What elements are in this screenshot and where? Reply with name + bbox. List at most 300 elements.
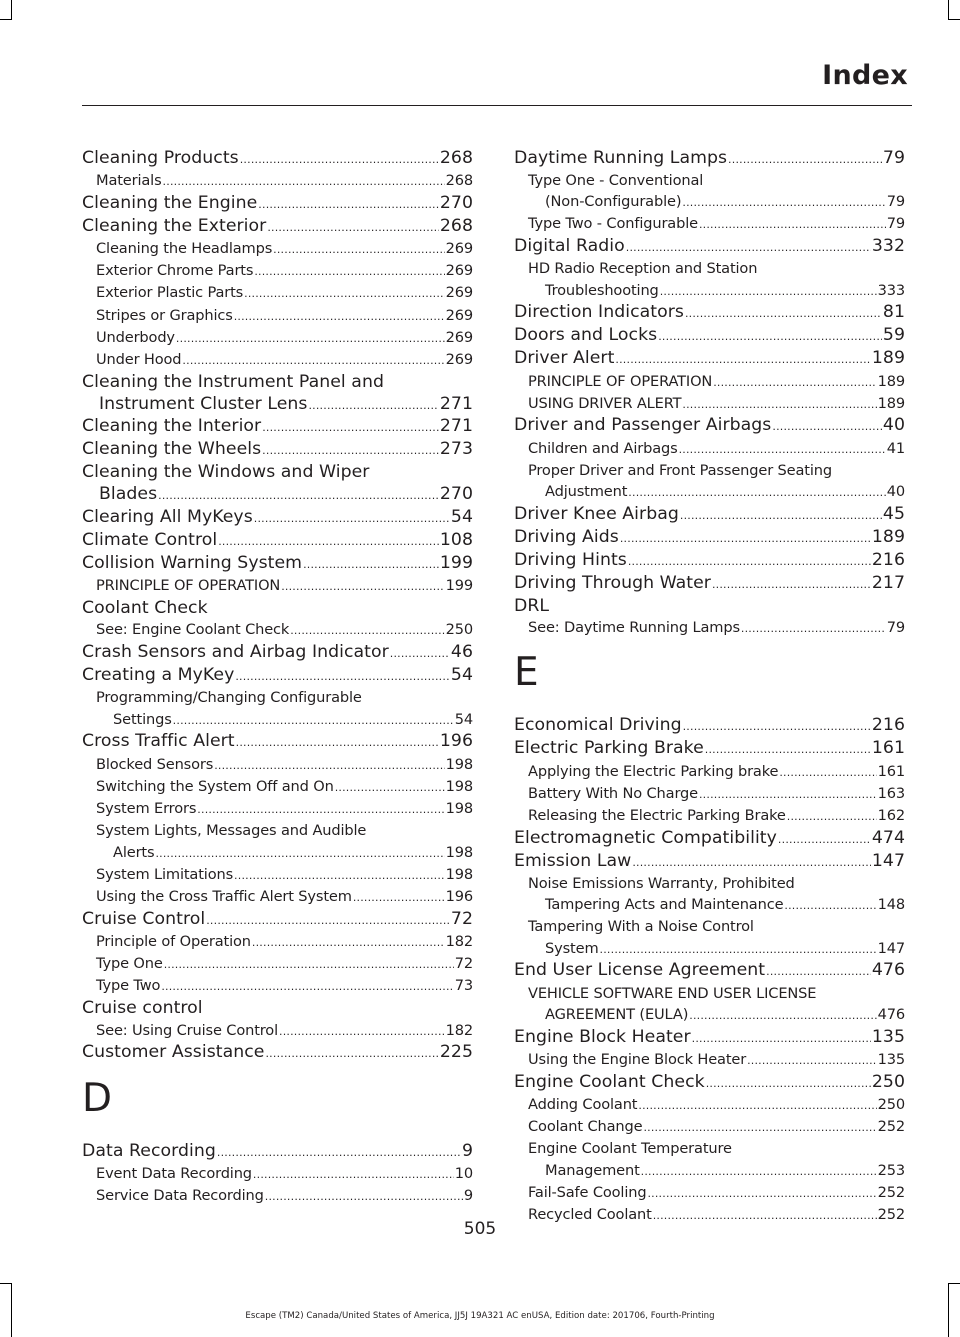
dot-leader: [699, 214, 886, 235]
page-ref: 54: [450, 665, 473, 686]
page-ref: 273: [439, 439, 473, 460]
entry-text: Driver and Passenger Airbags: [514, 415, 772, 436]
dot-leader: [778, 829, 871, 850]
page-ref: 252: [877, 1206, 905, 1224]
entry-text: Coolant Change: [528, 1118, 643, 1136]
entry-text: Children and Airbags: [528, 439, 678, 457]
page-ref: 182: [445, 933, 473, 951]
dot-leader: [262, 440, 439, 461]
index-subentry: [514, 1094, 905, 1116]
index-entry: [514, 960, 905, 982]
page-ref: 54: [454, 710, 473, 728]
dot-leader: [615, 349, 870, 370]
index-subentry: [514, 481, 905, 503]
entry-text: Collision Warning System: [82, 552, 303, 573]
index-subentry: [82, 170, 473, 192]
index-entry: [514, 527, 905, 549]
entry-text: Adding Coolant: [528, 1096, 638, 1114]
page-ref: 269: [445, 284, 473, 302]
entry-text: Engine Coolant Temperature: [528, 1140, 732, 1158]
index-entry: [82, 439, 473, 461]
page-ref: 189: [877, 394, 905, 412]
dot-leader: [706, 1073, 871, 1094]
dot-leader: [158, 485, 439, 506]
entry-text: Cruise control: [82, 998, 203, 1019]
index-subentry: [514, 280, 905, 302]
crop-mark: [948, 1283, 960, 1284]
index-subentry: [82, 305, 473, 327]
entry-text: (Non-Configurable): [545, 193, 682, 211]
dot-leader: [176, 328, 445, 349]
page-ref: 271: [439, 416, 473, 437]
page-ref: 54: [450, 507, 473, 528]
entry-text: Type One - Conventional: [528, 171, 704, 189]
index-entry: [82, 642, 473, 664]
page-ref: 72: [450, 908, 473, 929]
page-ref: 46: [450, 642, 473, 663]
entry-text: HD Radio Reception and Station: [528, 260, 758, 278]
dot-leader: [741, 618, 886, 639]
entry-text: Exterior Chrome Parts: [96, 262, 254, 280]
dot-leader: [234, 306, 445, 327]
dot-leader: [265, 1186, 463, 1207]
page-ref: 269: [445, 306, 473, 324]
index-entry: [82, 731, 473, 753]
page-ref: 270: [439, 484, 473, 505]
index-entry: [514, 1027, 905, 1049]
entry-text: Cruise Control: [82, 908, 206, 929]
index-subentry: [514, 460, 905, 481]
entry-text: Climate Control: [82, 529, 218, 550]
entry-text: Cleaning the Windows and Wiper: [82, 462, 370, 483]
page-ref: 9: [463, 1187, 473, 1205]
entry-text: Electromagnetic Compatibility: [514, 827, 777, 848]
dot-leader: [262, 417, 439, 438]
index-subentry: [514, 1049, 905, 1071]
page-ref: 161: [877, 762, 905, 780]
entry-text: Cleaning Products: [82, 147, 239, 168]
entry-text: Doors and Locks: [514, 325, 658, 346]
entry-text: Using the Engine Block Heater: [528, 1050, 747, 1068]
index-entry: [514, 596, 905, 617]
entry-text: Management: [545, 1161, 640, 1179]
entry-text: Cleaning the Headlamps: [96, 239, 273, 257]
entry-text: Cleaning the Instrument Panel and: [82, 371, 384, 392]
entry-text: Driving Aids: [514, 526, 619, 547]
entry-text: Daytime Running Lamps: [514, 147, 728, 168]
entry-text: VEHICLE SOFTWARE END USER LICENSE: [528, 984, 817, 1002]
entry-text: Type One: [96, 955, 163, 973]
dot-leader: [244, 283, 444, 304]
page-ref: 268: [439, 215, 473, 236]
index-entry: [82, 216, 473, 238]
dot-leader: [638, 1095, 876, 1116]
page-ref: 198: [445, 777, 473, 795]
dot-leader: [747, 1050, 877, 1071]
index-subentry: [82, 709, 473, 731]
index-subentry: [514, 191, 905, 213]
entry-text: Underbody: [96, 328, 175, 346]
entry-text: Engine Block Heater: [514, 1026, 691, 1047]
index-entry: [514, 1072, 905, 1094]
dot-leader: [335, 777, 445, 798]
dot-leader: [273, 239, 444, 260]
page-ref: 269: [445, 239, 473, 257]
page-ref: 73: [454, 977, 473, 995]
dot-leader: [628, 482, 885, 503]
index-subentry: [82, 575, 473, 597]
index-subentry: [514, 438, 905, 460]
dot-leader: [685, 303, 882, 324]
dot-leader: [658, 326, 882, 347]
dot-leader: [236, 732, 439, 753]
index-subentry: [514, 1182, 905, 1204]
page-ref: 196: [439, 731, 473, 752]
dot-leader: [692, 1028, 871, 1049]
entry-text: Creating a MyKey: [82, 665, 235, 686]
entry-text: System Errors: [96, 800, 197, 818]
header-rule: [82, 105, 912, 106]
index-entry: [514, 504, 905, 526]
crop-mark: [11, 0, 12, 20]
dot-leader: [699, 784, 877, 805]
page-title: Index: [822, 60, 908, 91]
entry-text: Releasing the Electric Parking Brake: [528, 806, 786, 824]
entry-text: Battery With No Charge: [528, 784, 698, 802]
index-entry: [514, 148, 905, 170]
entry-text: Exterior Plastic Parts: [96, 284, 244, 302]
dot-leader: [281, 576, 444, 597]
page-ref: 198: [445, 800, 473, 818]
index-entry: [514, 236, 905, 258]
index-entry: [514, 851, 905, 873]
page-ref: 189: [871, 526, 905, 547]
page-ref: 198: [445, 843, 473, 861]
page-ref: 252: [877, 1183, 905, 1201]
page-ref: 79: [886, 193, 905, 211]
entry-text: Driver Alert: [514, 348, 615, 369]
dot-leader: [643, 1117, 876, 1138]
entry-text: Using the Cross Traffic Alert System: [96, 887, 352, 905]
index-subentry: [514, 873, 905, 894]
entry-text: Settings: [113, 710, 172, 728]
dot-leader: [713, 372, 876, 393]
index-subentry: [82, 776, 473, 798]
page-ref: 270: [439, 192, 473, 213]
index-subentry: [82, 842, 473, 864]
index-subentry: [82, 886, 473, 908]
index-subentry: [514, 213, 905, 235]
page-ref: 161: [871, 738, 905, 759]
index-entry: [82, 909, 473, 931]
dot-leader: [173, 710, 454, 731]
index-subentry: [514, 983, 905, 1004]
dot-leader: [626, 237, 871, 258]
entry-text: Data Recording: [82, 1140, 216, 1161]
index-entry: [82, 148, 473, 170]
page-ref: 252: [877, 1118, 905, 1136]
page-ref: 476: [877, 1005, 905, 1023]
entry-text: Emission Law: [514, 850, 632, 871]
index-entry: [514, 715, 905, 737]
page-number: 505: [463, 1219, 497, 1239]
index-entry: [514, 302, 905, 324]
dot-leader: [728, 149, 882, 170]
page-ref: 45: [882, 503, 905, 524]
entry-text: Driver Knee Airbag: [514, 503, 679, 524]
entry-text: Adjustment: [545, 483, 628, 501]
entry-text: USING DRIVER ALERT: [528, 394, 682, 412]
entry-text: Direction Indicators: [514, 302, 684, 323]
page-ref: 225: [439, 1042, 473, 1063]
entry-text: System Lights, Messages and Audible: [96, 822, 367, 840]
index-column-left: [82, 147, 473, 1208]
entry-text: Fail-Safe Cooling: [528, 1183, 647, 1201]
dot-leader: [217, 1142, 461, 1163]
index-subentry: [514, 894, 905, 916]
page-ref: 147: [871, 850, 905, 871]
dot-leader: [784, 895, 876, 916]
dot-leader: [779, 762, 876, 783]
page-ref: 199: [439, 552, 473, 573]
dot-leader: [679, 439, 886, 460]
index-subentry: [514, 170, 905, 191]
index-entry: [514, 325, 905, 347]
index-subentry: [82, 687, 473, 708]
entry-text: Troubleshooting: [545, 281, 659, 299]
index-subentry: [514, 761, 905, 783]
index-subentry: [82, 798, 473, 820]
dot-leader: [182, 350, 444, 371]
dot-leader: [254, 261, 444, 282]
index-entry: [82, 416, 473, 438]
entry-text: Service Data Recording: [96, 1187, 264, 1205]
page-ref: 268: [439, 147, 473, 168]
crop-mark: [0, 1283, 12, 1284]
index-subentry: [82, 327, 473, 349]
dot-leader: [218, 531, 439, 552]
dot-leader: [206, 910, 450, 931]
section-letter: D: [82, 1075, 113, 1121]
page-ref: 196: [445, 887, 473, 905]
footer-text: Escape (TM2) Canada/United States of America, JJ5J 19A321 AC enUSA, Edition date: 201706, Fourth-Printing: [245, 1311, 715, 1321]
entry-text: Tampering Acts and Maintenance: [545, 896, 784, 914]
crop-mark: [948, 1283, 949, 1337]
dot-leader: [632, 852, 871, 873]
dot-leader: [290, 620, 444, 641]
dot-leader: [766, 961, 871, 982]
index-subentry: [514, 617, 905, 639]
page-ref: 269: [445, 262, 473, 280]
page-ref: 10: [454, 1165, 473, 1183]
entry-text: Applying the Electric Parking brake: [528, 762, 779, 780]
index-subentry: [514, 258, 905, 279]
page-ref: 182: [445, 1021, 473, 1039]
dot-leader: [161, 976, 453, 997]
index-entry: [514, 738, 905, 760]
page-ref: 198: [445, 865, 473, 883]
dot-leader: [712, 574, 871, 595]
dot-leader: [258, 194, 439, 215]
page-ref: 253: [877, 1161, 905, 1179]
page-ref: 250: [871, 1071, 905, 1092]
index-entry: [82, 372, 473, 393]
entry-text: PRINCIPLE OF OPERATION: [528, 372, 713, 390]
entry-text: Tampering With a Noise Control: [528, 918, 754, 936]
dot-leader: [620, 528, 871, 549]
index-entry: [82, 462, 473, 483]
index-entry: [514, 573, 905, 595]
entry-text: Economical Driving: [514, 715, 682, 736]
page-ref: 189: [871, 348, 905, 369]
page-ref: 147: [877, 939, 905, 957]
entry-text: Crash Sensors and Airbag Indicator: [82, 642, 389, 663]
index-entry: [82, 665, 473, 687]
page-ref: 72: [454, 955, 473, 973]
entry-text: Clearing All MyKeys: [82, 507, 253, 528]
page-ref: 333: [877, 281, 905, 299]
entry-text: Principle of Operation: [96, 933, 251, 951]
index-subentry: [82, 1185, 473, 1207]
entry-text: Cleaning the Engine: [82, 192, 258, 213]
entry-text: AGREEMENT (EULA): [545, 1005, 689, 1023]
dot-leader: [214, 755, 444, 776]
index-subentry: [82, 1163, 473, 1185]
dot-leader: [308, 395, 438, 416]
dot-leader: [353, 887, 445, 908]
entry-text: Type Two: [96, 977, 161, 995]
page-ref: 79: [886, 215, 905, 233]
page-ref: 79: [882, 147, 905, 168]
page-ref: 40: [886, 483, 905, 501]
entry-text: Driving Through Water: [514, 572, 711, 593]
index-subentry: [514, 1004, 905, 1026]
entry-text: PRINCIPLE OF OPERATION: [96, 577, 281, 595]
page-ref: 40: [882, 415, 905, 436]
page-ref: 199: [445, 577, 473, 595]
entry-text: See: Using Cruise Control: [96, 1021, 278, 1039]
index-entry: [514, 348, 905, 370]
dot-leader: [267, 217, 439, 238]
index-subentry: [514, 1138, 905, 1159]
entry-text: Customer Assistance: [82, 1042, 265, 1063]
index-entry: [82, 1141, 473, 1163]
index-subentry: [82, 260, 473, 282]
page-ref: 81: [882, 302, 905, 323]
dot-leader: [628, 551, 871, 572]
entry-text: See: Engine Coolant Check: [96, 621, 290, 639]
dot-leader: [787, 806, 877, 827]
entry-text: Type Two - Configurable: [528, 215, 698, 233]
entry-text: System Limitations: [96, 865, 234, 883]
page-ref: 135: [877, 1050, 905, 1068]
entry-text: Noise Emissions Warranty, Prohibited: [528, 874, 795, 892]
index-entry: [82, 507, 473, 529]
dot-leader: [647, 1183, 876, 1204]
page-ref: 250: [445, 621, 473, 639]
dot-leader: [390, 643, 450, 664]
index-entry: [82, 998, 473, 1019]
crop-mark: [11, 1283, 12, 1337]
index-entry: [514, 828, 905, 850]
index-entry: [514, 415, 905, 437]
index-subentry: [514, 805, 905, 827]
dot-leader: [279, 1021, 445, 1042]
dot-leader: [682, 394, 876, 415]
entry-text: Cleaning the Exterior: [82, 215, 267, 236]
dot-leader: [155, 843, 444, 864]
index-subentry: [82, 619, 473, 641]
crop-mark: [948, 0, 949, 20]
index-entry: [514, 550, 905, 572]
index-subentry: [82, 864, 473, 886]
dot-leader: [234, 865, 445, 886]
page-ref: 332: [871, 236, 905, 257]
dot-leader: [240, 149, 439, 170]
dot-leader: [163, 171, 445, 192]
index-entry: [82, 484, 473, 506]
page-ref: 268: [445, 171, 473, 189]
entry-text: Engine Coolant Check: [514, 1071, 705, 1092]
page-ref: 148: [877, 896, 905, 914]
section-letter: E: [514, 650, 539, 696]
index-subentry: [82, 282, 473, 304]
index-subentry: [514, 1160, 905, 1182]
index-subentry: [82, 931, 473, 953]
page-ref: 189: [877, 372, 905, 390]
entry-text: End User License Agreement: [514, 960, 766, 981]
entry-text: DRL: [514, 595, 550, 616]
index-subentry: [82, 953, 473, 975]
entry-text: System: [545, 939, 599, 957]
entry-text: Cleaning the Wheels: [82, 439, 262, 460]
index-subentry: [82, 1020, 473, 1042]
index-subentry: [514, 783, 905, 805]
index-entry: [82, 394, 473, 416]
entry-text: Programming/Changing Configurable: [96, 689, 362, 707]
dot-leader: [689, 1005, 876, 1026]
crop-mark: [0, 19, 12, 20]
page-ref: 476: [871, 960, 905, 981]
index-subentry: [82, 349, 473, 371]
page-ref: 269: [445, 350, 473, 368]
index-entry: [82, 530, 473, 552]
page-ref: 163: [877, 784, 905, 802]
dot-leader: [680, 505, 882, 526]
page-ref: 135: [871, 1026, 905, 1047]
entry-text: See: Daytime Running Lamps: [528, 619, 740, 636]
entry-text: Cross Traffic Alert: [82, 731, 235, 752]
dot-leader: [683, 716, 871, 737]
index-subentry: [514, 916, 905, 937]
dot-leader: [660, 281, 877, 302]
dot-leader: [600, 939, 877, 960]
index-subentry: [82, 975, 473, 997]
page-ref: 216: [871, 549, 905, 570]
entry-text: Driving Hints: [514, 549, 627, 570]
entry-text: Proper Driver and Front Passenger Seating: [528, 462, 832, 480]
index-subentry: [82, 754, 473, 776]
dot-leader: [197, 799, 444, 820]
dot-leader: [303, 554, 439, 575]
entry-text: Switching the System Off and On: [96, 777, 334, 795]
page-ref: 41: [886, 439, 905, 457]
index-column-right: [514, 147, 905, 1226]
dot-leader: [253, 1164, 454, 1185]
entry-text: Blades: [99, 484, 158, 505]
index-entry: [82, 598, 473, 619]
entry-text: Materials: [96, 171, 162, 189]
